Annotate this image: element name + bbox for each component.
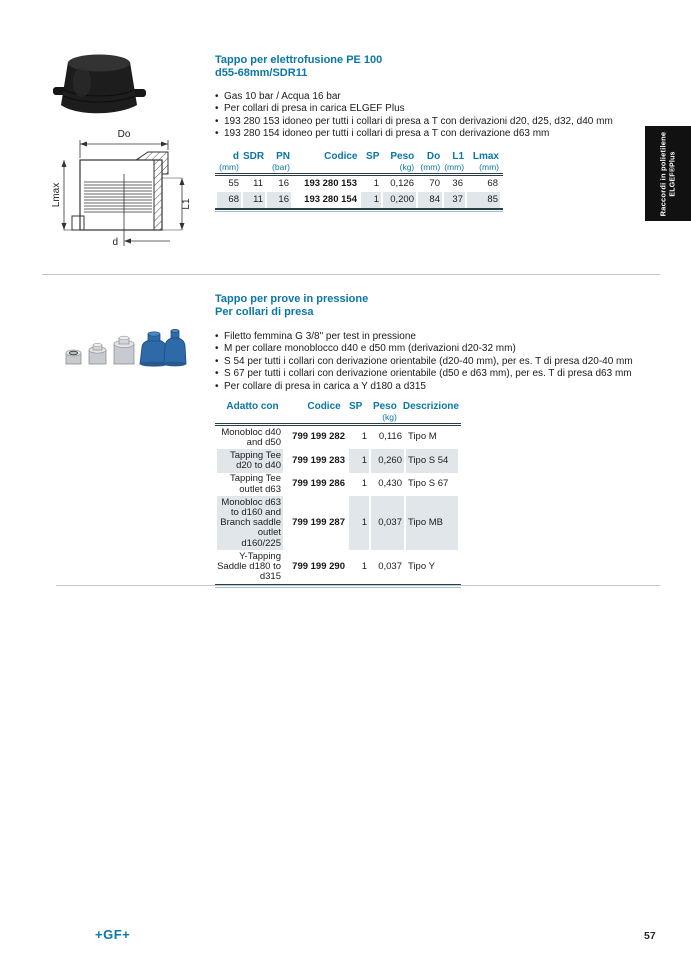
table-electrofusion-body — [215, 176, 502, 208]
dimension-label-Do: Do — [117, 129, 131, 140]
column-unit — [217, 412, 281, 423]
table-cell: 799 199 282 — [292, 431, 345, 443]
table-cell: 0,126 — [390, 177, 414, 189]
column-unit — [345, 412, 365, 423]
column-unit: (mm) — [444, 162, 465, 172]
table-cell: 84 — [418, 192, 442, 208]
column-header: d — [232, 151, 239, 162]
column-unit — [294, 162, 359, 173]
column-unit — [283, 412, 343, 423]
feature-text: Per collare di presa in carica a Y d180 a d315 — [224, 380, 426, 392]
section2-title-line2: Per collari di presa — [215, 306, 314, 318]
column-header: Adatto con — [226, 401, 279, 412]
feature-item — [215, 103, 670, 115]
table-cell: Tipo Y — [408, 560, 435, 572]
table-cell: 70 — [429, 177, 440, 189]
table-cell: 16 — [267, 192, 291, 208]
side-tab-line1: Raccordi in polietilene — [658, 131, 668, 216]
product-table-pressure-test — [215, 399, 461, 588]
column-header: SDR — [242, 151, 265, 162]
pressure-caps-image — [62, 326, 188, 368]
feature-text: 193 280 154 idoneo per tutti i collari di presa a T con derivazione d63 mm — [224, 128, 550, 140]
table-cell: 1 — [361, 192, 381, 208]
table-bottom-line — [215, 208, 503, 210]
column-header: Lmax — [472, 151, 499, 162]
table-row — [217, 496, 458, 550]
feature-item — [215, 381, 670, 393]
table-cell: 85 — [467, 192, 500, 208]
column-header: L1 — [452, 151, 465, 162]
table-cell: Tipo M — [408, 431, 437, 443]
table-bottom-accent-line — [215, 587, 461, 588]
bullet-icon: • — [215, 380, 219, 392]
table-cell: Y-Tapping Saddle d180 to d315 — [217, 550, 281, 583]
feature-text: 193 280 153 idoneo per tutti i collari di presa a T con derivazioni d20, d25, d32, d40 mm — [224, 115, 613, 127]
section-divider — [42, 274, 660, 275]
dimension-label-L1: L1 — [181, 198, 192, 210]
dimension-label-d: d — [112, 237, 118, 248]
table-header-row — [217, 149, 501, 162]
feature-item — [215, 356, 670, 368]
table-bottom-accent-line — [215, 211, 503, 212]
section-divider — [56, 585, 660, 586]
table-cell: 1 — [349, 496, 369, 550]
column-header: SP — [366, 151, 380, 162]
table-cell: 36 — [452, 177, 463, 189]
product-table-electrofusion — [215, 149, 503, 212]
table-cell: 799 199 290 — [292, 560, 345, 572]
section2-title-line1: Tappo per prove in pressione — [215, 293, 369, 305]
table-cell: 0,430 — [378, 478, 402, 490]
feature-text: S 54 per tutti i collari con derivazione orientabile (d20-40 mm), per es. T di presa d20-40 mm — [224, 355, 633, 367]
table-cell: 55 — [228, 177, 239, 189]
table-cell: Tapping Tee outlet d63 — [229, 473, 281, 495]
column-unit — [361, 162, 381, 173]
table-cell: 11 — [253, 177, 263, 189]
section2-title — [215, 293, 675, 319]
table-cell: Tipo MB — [406, 496, 458, 550]
table-cell: 799 199 286 — [292, 478, 345, 490]
column-header: Peso — [390, 151, 415, 162]
table-cell: 1 — [361, 478, 367, 490]
table-row — [217, 449, 458, 472]
cap-cross-section-drawing — [50, 120, 195, 252]
table-pressure-header — [215, 399, 461, 423]
feature-text: M per collare monoblocco d40 e d50 mm (derivazioni d20-32 mm) — [224, 343, 516, 355]
section1-title — [215, 54, 675, 80]
product-photo-pressure-test-caps — [62, 326, 188, 368]
column-header: Peso — [372, 401, 397, 412]
side-tab-line2: ELGEF®Plus — [669, 150, 676, 197]
table-cell: Monobloc d40 and d50 — [221, 426, 281, 448]
feature-text: Per collari di presa in carica ELGEF Plus — [224, 103, 405, 115]
feature-item — [215, 116, 670, 128]
table-cell: 799 199 283 — [285, 449, 347, 472]
table-pressure-body — [215, 426, 460, 584]
table-cell: 16 — [278, 177, 289, 189]
column-header: Codice — [307, 401, 341, 412]
column-unit: (mm) — [219, 162, 239, 172]
electrofusion-cap-image — [52, 50, 147, 116]
table-cell: 0,037 — [378, 560, 402, 572]
column-header: PN — [276, 151, 290, 162]
bullet-icon: • — [215, 331, 219, 342]
table-row — [217, 473, 458, 496]
bullet-icon: • — [215, 355, 219, 367]
table-cell: Monobloc d63 to d160 and Branch saddle outlet d160/225 — [217, 496, 283, 550]
table-cell: 1 — [361, 431, 367, 443]
feature-item — [215, 91, 670, 103]
table-cell: 11 — [243, 192, 265, 208]
column-header: Do — [426, 151, 441, 162]
table-cell: 1 — [373, 177, 379, 189]
table-cell: Tapping Tee d20 to d40 — [217, 449, 283, 472]
table-header-row — [217, 399, 459, 412]
feature-item — [215, 128, 670, 140]
column-header: Descrizione — [402, 401, 459, 412]
dimension-label-Lmax: Lmax — [51, 182, 62, 208]
table-cell: 0,260 — [371, 449, 404, 472]
column-unit: (kg) — [399, 162, 415, 172]
column-header: SP — [349, 401, 363, 412]
table-row — [217, 192, 500, 208]
table-electrofusion-header — [215, 149, 503, 173]
gf-logo: +GF+ — [95, 927, 131, 942]
column-unit: (mm) — [479, 162, 499, 172]
side-tab-label — [659, 126, 678, 221]
technical-drawing — [50, 120, 195, 252]
table-cell: 1 — [349, 449, 369, 472]
bullet-icon: • — [215, 368, 219, 380]
table-cell: 68 — [487, 177, 498, 189]
bullet-icon: • — [215, 128, 219, 140]
column-unit: (kg) — [382, 412, 397, 422]
table-cell: 68 — [217, 192, 241, 208]
table-cell: 0,200 — [383, 192, 416, 208]
table-row — [217, 176, 500, 192]
bullet-icon: • — [215, 115, 219, 127]
section1-title-line2: d55-68mm/SDR11 — [215, 67, 308, 79]
table-cell: 799 199 287 — [285, 496, 347, 550]
column-unit — [243, 162, 266, 173]
section1-feature-list — [215, 91, 670, 141]
feature-item — [215, 368, 670, 380]
bullet-icon: • — [215, 103, 219, 115]
feature-text: Filetto femmina G 3/8" per test in pressione — [224, 331, 416, 342]
table-units-row — [217, 162, 501, 173]
feature-item — [215, 343, 670, 355]
table-units-row — [217, 412, 459, 423]
table-cell: Tipo S 54 — [406, 449, 458, 472]
column-header: Codice — [324, 151, 358, 162]
feature-item — [215, 331, 670, 343]
table-cell: 0,116 — [378, 431, 402, 443]
feature-text: Gas 10 bar / Acqua 16 bar — [224, 91, 341, 102]
table-row — [217, 550, 458, 584]
bullet-icon: • — [215, 91, 219, 102]
table-cell: 193 280 153 — [304, 177, 357, 189]
product-photo-electrofusion-cap — [52, 50, 147, 116]
table-cell: 0,037 — [371, 496, 404, 550]
table-cell: 193 280 154 — [293, 192, 359, 208]
table-cell: 1 — [361, 560, 367, 572]
column-unit: (bar) — [272, 162, 290, 172]
table-cell: Tipo S 67 — [408, 478, 449, 490]
section1-title-line1: Tappo per elettrofusione PE 100 — [215, 54, 383, 66]
feature-text: S 67 per tutti i collari con derivazione orientabile (d50 e d63 mm), per es. T di presa d63 mm — [224, 368, 632, 380]
side-tab-category[interactable] — [645, 126, 691, 221]
bullet-icon: • — [215, 343, 219, 355]
table-cell: 37 — [444, 192, 465, 208]
column-unit — [401, 412, 459, 423]
page-number: 57 — [644, 930, 656, 942]
section2-feature-list — [215, 331, 670, 393]
column-unit: (mm) — [420, 162, 441, 172]
table-row — [217, 426, 458, 449]
